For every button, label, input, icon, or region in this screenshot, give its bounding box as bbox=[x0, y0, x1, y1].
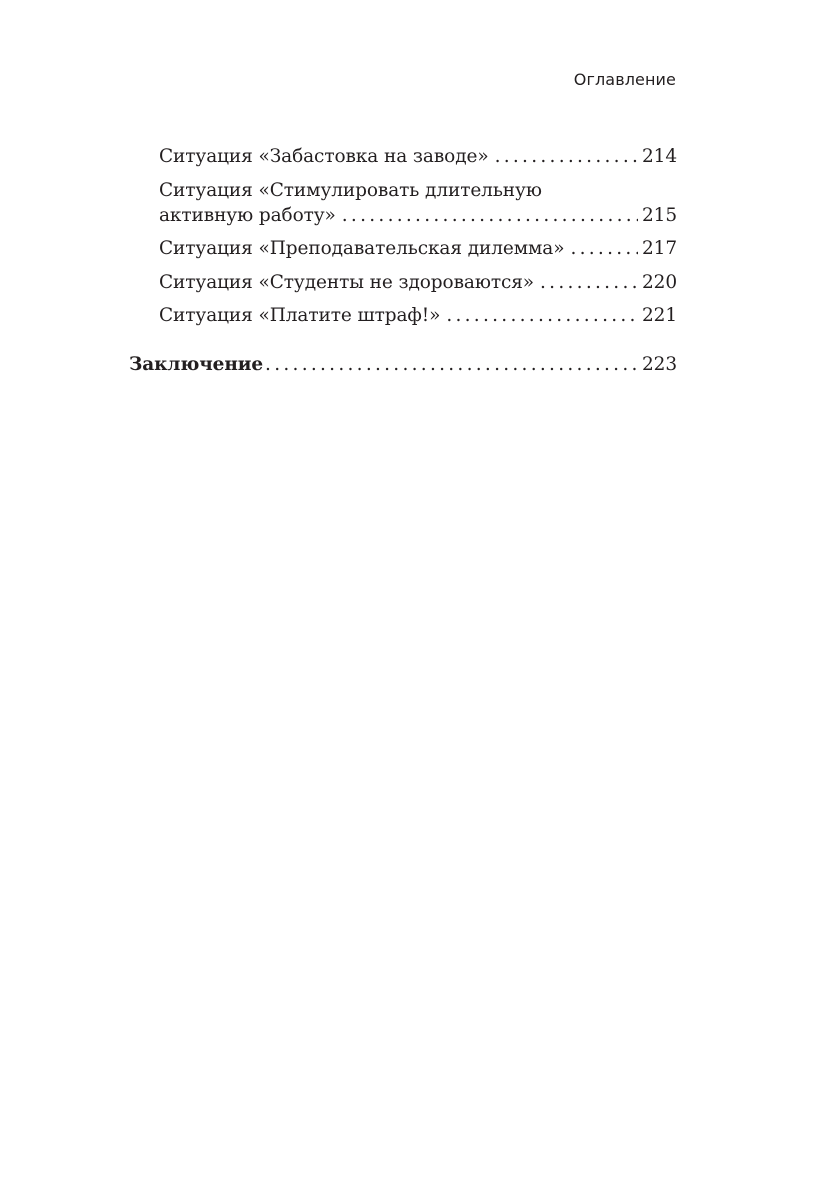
toc-entry[interactable] bbox=[159, 203, 677, 229]
toc-entry-page: 214 bbox=[641, 146, 677, 167]
toc-entry[interactable] bbox=[159, 144, 677, 170]
toc-entry-page: 215 bbox=[641, 205, 677, 226]
toc-entry-title: Ситуация «Студенты не здороваются» bbox=[159, 272, 535, 293]
toc-entry[interactable] bbox=[159, 236, 677, 262]
toc-entry-title: Ситуация «Забастовка на заводе» bbox=[159, 146, 489, 167]
toc-entry-page: 221 bbox=[641, 305, 677, 326]
toc-entry[interactable] bbox=[159, 303, 677, 329]
toc-entry-title-line2: активную работу» bbox=[159, 205, 336, 226]
dot-leader bbox=[265, 352, 638, 378]
toc-entry-title: Ситуация «Преподавательская дилемма» bbox=[159, 238, 565, 259]
dot-leader bbox=[540, 270, 638, 296]
toc-conclusion-page: 223 bbox=[641, 354, 677, 375]
toc-entry-title-line1[interactable]: Ситуация «Стимулировать длительную bbox=[159, 180, 542, 201]
dot-leader bbox=[570, 236, 638, 262]
toc-conclusion-title: Заключение bbox=[129, 354, 264, 375]
toc-entry-page: 217 bbox=[641, 238, 677, 259]
toc-entry-page: 220 bbox=[641, 272, 677, 293]
toc-entry-title: Ситуация «Платите штраф!» bbox=[159, 305, 441, 326]
running-head: Оглавление bbox=[573, 70, 676, 89]
toc-entry-conclusion[interactable] bbox=[129, 352, 677, 378]
toc-entry[interactable] bbox=[159, 270, 677, 296]
dot-leader bbox=[495, 144, 638, 170]
dot-leader bbox=[446, 303, 638, 329]
dot-leader bbox=[342, 203, 638, 229]
